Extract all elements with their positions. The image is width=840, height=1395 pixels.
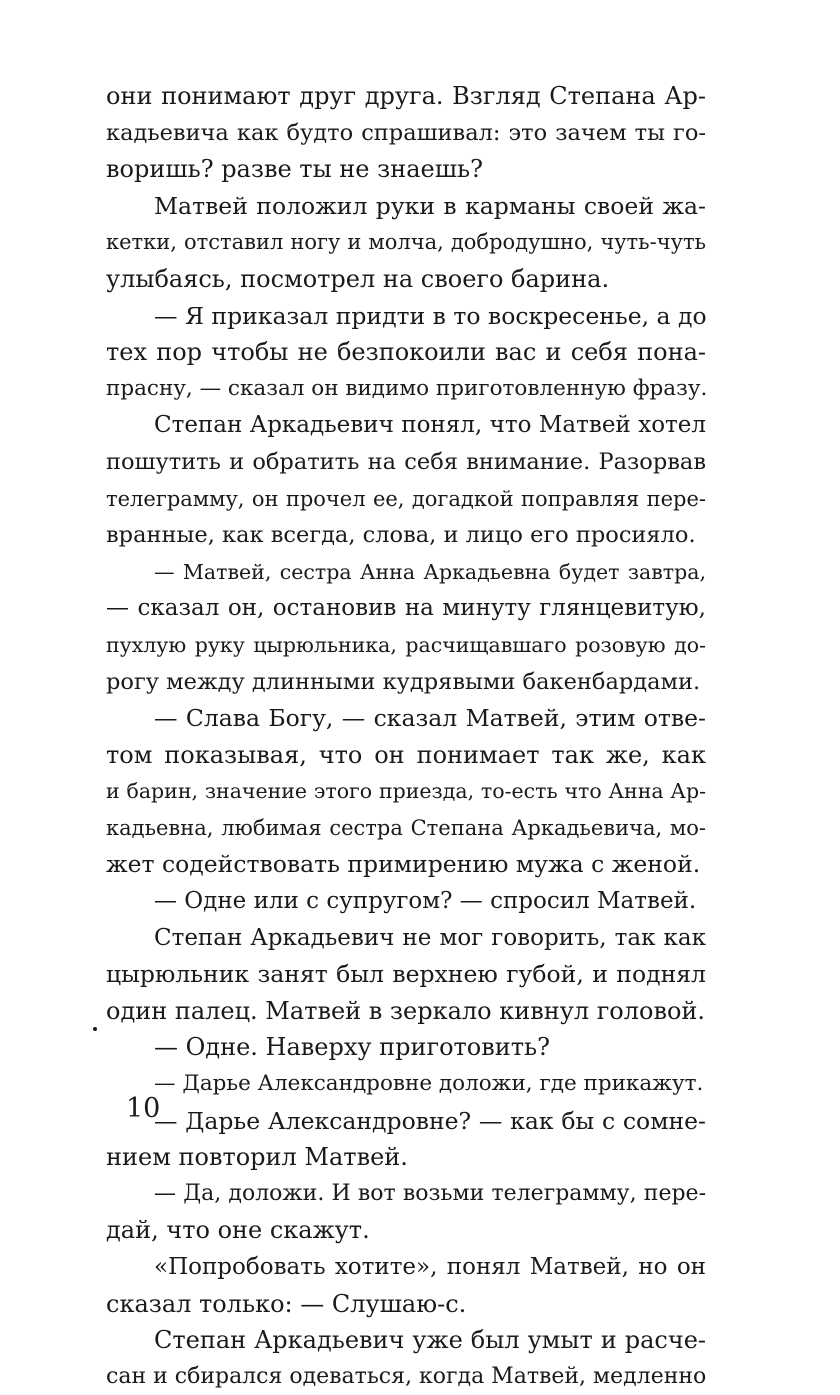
text-line: кадьевна, любимая сестра Степана Аркадьевича, мо-	[106, 815, 706, 840]
text-line: — Одне или с супругом? — спросил Матвей.	[154, 888, 697, 915]
text-line: и барин, значение этого приезда, то-есть что Анна Ар-	[106, 779, 706, 804]
text-line: — сказал он, остановив на минуту глянцевитую,	[106, 595, 706, 622]
text-line: Степан Аркадьевич понял, что Матвей хотел	[154, 412, 706, 439]
text-line: рогу между длинными кудрявыми бакенбардами.	[106, 668, 701, 695]
text-line: том показывая, что он понимает так же, как	[106, 740, 706, 769]
text-line: кадьевича как будто спрашивал: это зачем ты го-	[106, 119, 706, 146]
text-line: тех пор чтобы не безпокоили вас и себя пона-	[106, 338, 706, 367]
text-line: они понимают друг друга. Взгляд Степана Ар-	[106, 82, 706, 110]
text-line: один палец. Матвей в зеркало кивнул головой.	[106, 996, 706, 1025]
text-line: — Дарье Александровне доложи, где прикажут.	[154, 1071, 704, 1097]
text-line: — Я приказал придти в то воскресенье, а до	[154, 301, 707, 330]
book-page-text	[106, 78, 706, 1395]
text-line: «Попробовать хотите», понял Матвей, но он	[154, 1254, 706, 1280]
text-line: пошутить и обратить на себя внимание. Разорвав	[106, 448, 706, 475]
text-lines	[106, 78, 706, 1395]
text-line: — Да, доложи. И вот возьми телеграмму, пере-	[154, 1180, 706, 1206]
text-line: сказал только: — Слушаю-с.	[106, 1289, 467, 1318]
text-line: Матвей положил руки в карманы своей жа-	[154, 191, 706, 220]
print-speck	[93, 1027, 97, 1031]
text-line: телеграмму, он прочел ее, догадкой поправляя пере-	[106, 486, 706, 511]
text-line: Степан Аркадьевич не мог говорить, так как	[154, 924, 706, 951]
text-line: пухлую руку цырюльника, расчищавшаго розовую до-	[106, 632, 706, 657]
text-line: кетки, отставил ногу и молча, добродушно, чуть-чуть	[106, 230, 706, 255]
text-line: цырюльник занят был верхнею губой, и поднял	[106, 960, 706, 989]
text-line: улыбаясь, посмотрел на своего барина.	[106, 264, 610, 293]
text-line: вранные, как всегда, слова, и лицо его просияло.	[106, 522, 696, 549]
text-line: дай, что оне скажут.	[106, 1216, 370, 1245]
page-number: 10	[126, 1093, 161, 1124]
text-line: — Одне. Наверху приготовить?	[154, 1033, 550, 1062]
text-line: сан и сбирался одеваться, когда Матвей, медленно	[106, 1363, 707, 1389]
text-line: — Слава Богу, — сказал Матвей, этим отве-	[154, 704, 706, 733]
text-line: — Дарье Александровне? — как бы с сомне-	[154, 1106, 706, 1135]
text-line: жет содействовать примирению мужа с женой.	[106, 850, 701, 879]
text-line: воришь? разве ты не знаешь?	[106, 155, 483, 184]
text-line: Степан Аркадьевич уже был умыт и расче-	[154, 1326, 706, 1355]
text-line: прасну, — сказал он видимо приготовленную фразу.	[106, 375, 708, 401]
text-line: — Матвей, сестра Анна Аркадьевна будет завтра,	[154, 559, 706, 584]
text-line: нием повторил Матвей.	[106, 1143, 408, 1172]
